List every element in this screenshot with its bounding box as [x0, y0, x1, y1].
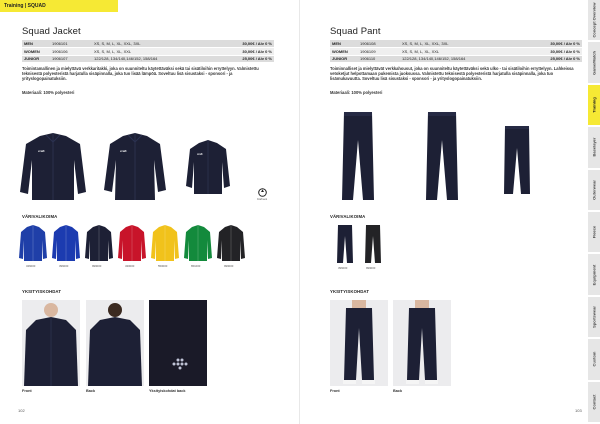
swatch-code: 396000 — [59, 264, 69, 268]
tab-label: Custom — [591, 351, 597, 367]
detail-photo-logo — [149, 300, 207, 386]
color-swatch — [84, 224, 114, 262]
details-heading: YKSITYISKOHDAT — [330, 289, 370, 294]
price-cell: 30,00€ / Alv 0 % — [213, 48, 274, 56]
detail-photo-front — [22, 300, 80, 386]
colors-heading: VÄRIVALIKOIMA — [22, 214, 58, 219]
price-table-jacket — [22, 40, 274, 63]
detail-caption: Front — [22, 389, 32, 393]
segment-cell: JUNIOR — [330, 55, 358, 63]
tab-baselayer[interactable] — [588, 127, 600, 168]
product-description: Toiminnalliset ja mielyttävät verkkahousut, joka on suunniteltu käytettäväksi sekä ulko - tai sisätiloihin erryttelyyn. Lahkeissa vetoketjut helpottamaan pukemista juoksussa. Valmistettu teknisestä polyesteristä harjatulla sisäpinnalla, joka tuo lisämukavuutta. Soveltuu lisä sisustaksi - sponsori - ja yrityslogopainatuksiin. — [330, 66, 574, 82]
sizes-cell: 122/128, 134/140,146/152, 158/164 — [400, 55, 521, 63]
badge-label: Craft eco — [257, 198, 268, 201]
color-swatch — [150, 224, 180, 262]
page-number: 102 — [18, 408, 25, 413]
tab-label: Outerwear — [591, 179, 597, 200]
pant-image-junior — [502, 124, 532, 196]
tab-label: Baselayer — [591, 137, 597, 157]
sizes-cell: XS, S, M, L, XL, XXL — [92, 48, 213, 56]
segment-cell: MEN — [22, 40, 50, 48]
page-number: 103 — [575, 408, 582, 413]
tab-label: Equipment — [591, 264, 597, 285]
pant-image-women — [424, 110, 460, 202]
code-cell: 1906101 — [50, 40, 92, 48]
code-cell: 1906107 — [50, 55, 92, 63]
tab-label: Sportswear — [591, 306, 597, 328]
sizes-cell: XS, S, M, L, XL, XXL, 3XL — [400, 40, 521, 48]
segment-cell: JUNIOR — [22, 55, 50, 63]
tab-equipment[interactable] — [588, 254, 600, 295]
sizes-cell: XS, S, M, L, XL, XXL, 3XL — [92, 40, 213, 48]
right-page — [300, 0, 600, 424]
table-row — [22, 40, 274, 48]
tab-concept-overview[interactable] — [588, 0, 600, 41]
table-row — [22, 48, 274, 56]
detail-photo-back — [393, 300, 451, 386]
tab-fleece[interactable] — [588, 212, 600, 253]
price-cell: 25,00€ / Alv 0 % — [521, 55, 582, 63]
color-swatch — [216, 224, 246, 262]
price-cell: 25,00€ / Alv 0 % — [213, 55, 274, 63]
swatch-code: 999000 — [92, 264, 102, 268]
tab-label: Contact — [591, 394, 597, 410]
segment-cell: WOMEN — [22, 48, 50, 56]
detail-caption: Yksityiskohdat back — [149, 389, 186, 393]
tab-label: Game/Match — [591, 50, 597, 75]
code-cell: 1906109 — [358, 48, 400, 56]
tab-contact[interactable] — [588, 382, 600, 423]
color-swatch — [18, 224, 48, 262]
swatch-code: 999000 — [224, 264, 234, 268]
code-cell: 1906106 — [50, 48, 92, 56]
tab-outerwear[interactable] — [588, 170, 600, 211]
tab-label: Concept Overview — [591, 2, 597, 38]
table-row — [22, 55, 274, 63]
details-heading: YKSITYISKOHDAT — [22, 289, 62, 294]
section-tag: Training | SQUAD — [0, 0, 118, 12]
code-cell: 1906108 — [358, 40, 400, 48]
color-swatch — [364, 224, 382, 264]
detail-caption: Front — [330, 389, 340, 393]
tab-custom[interactable] — [588, 339, 600, 380]
price-cell: 30,00€ / Alv 0 % — [521, 40, 582, 48]
table-row — [330, 40, 582, 48]
svg-text:craft: craft — [197, 153, 203, 156]
product-title-jacket: Squad Jacket — [22, 26, 81, 37]
price-cell: 30,00€ / Alv 0 % — [521, 48, 582, 56]
tab-label: Fleece — [591, 225, 597, 239]
tab-game-match[interactable] — [588, 42, 600, 83]
svg-text:craft: craft — [120, 149, 127, 153]
tab-sportswear[interactable] — [588, 297, 600, 338]
recycle-icon — [258, 188, 267, 197]
color-swatch — [117, 224, 147, 262]
swatch-code: 651000 — [191, 264, 201, 268]
sizes-cell: 122/128, 134/140,146/152, 158/164 — [92, 55, 213, 63]
color-swatch — [336, 224, 354, 264]
swatch-code: 999000 — [366, 266, 376, 270]
sizes-cell: XS, S, M, L, XL, XXL — [400, 48, 521, 56]
jacket-image-men — [18, 130, 88, 202]
swatch-code: 396000 — [338, 266, 348, 270]
jacket-image-women — [102, 130, 168, 202]
detail-caption: Back — [393, 389, 403, 393]
detail-photo-back — [86, 300, 144, 386]
table-row — [330, 55, 582, 63]
product-description: Toimintamallinen ja mielyttävä verkkaritakki, joka on suunniteltu käytettäväksi sekä tai sisätiloihin erryttelyyn. Valmistettu teknisestä polyesteristä harjatulla sisäpinnalla, joka tuo lisää lämpöä. Soveltuu lisä sisustaksi - sponsori - ja yrityslogopainatuksiin. — [22, 66, 259, 82]
table-row — [330, 48, 582, 56]
swatch-code: 550000 — [158, 264, 168, 268]
price-cell: 30,00€ / Alv 0 % — [213, 40, 274, 48]
tab-label: Training — [591, 97, 597, 113]
code-cell: 1906110 — [358, 55, 400, 63]
swatch-code: 430000 — [125, 264, 135, 268]
material-info: Materiaali: 100% polyesteri — [22, 90, 75, 95]
jacket-image-junior — [184, 138, 232, 196]
detail-caption: Back — [86, 389, 96, 393]
color-swatch — [51, 224, 81, 262]
product-title-pant: Squad Pant — [330, 26, 381, 37]
side-tab-nav — [588, 0, 600, 424]
segment-cell: MEN — [330, 40, 358, 48]
swatch-code: 346000 — [26, 264, 36, 268]
colors-heading: VÄRIVALIKOIMA — [330, 214, 366, 219]
tab-training[interactable] — [588, 85, 600, 126]
pant-image-men — [340, 110, 376, 202]
price-table-pant — [330, 40, 582, 63]
material-info: Materiaali: 100% polyesteri — [330, 90, 383, 95]
svg-text:craft: craft — [38, 149, 45, 153]
segment-cell: WOMEN — [330, 48, 358, 56]
detail-photo-front — [330, 300, 388, 386]
color-swatch — [183, 224, 213, 262]
